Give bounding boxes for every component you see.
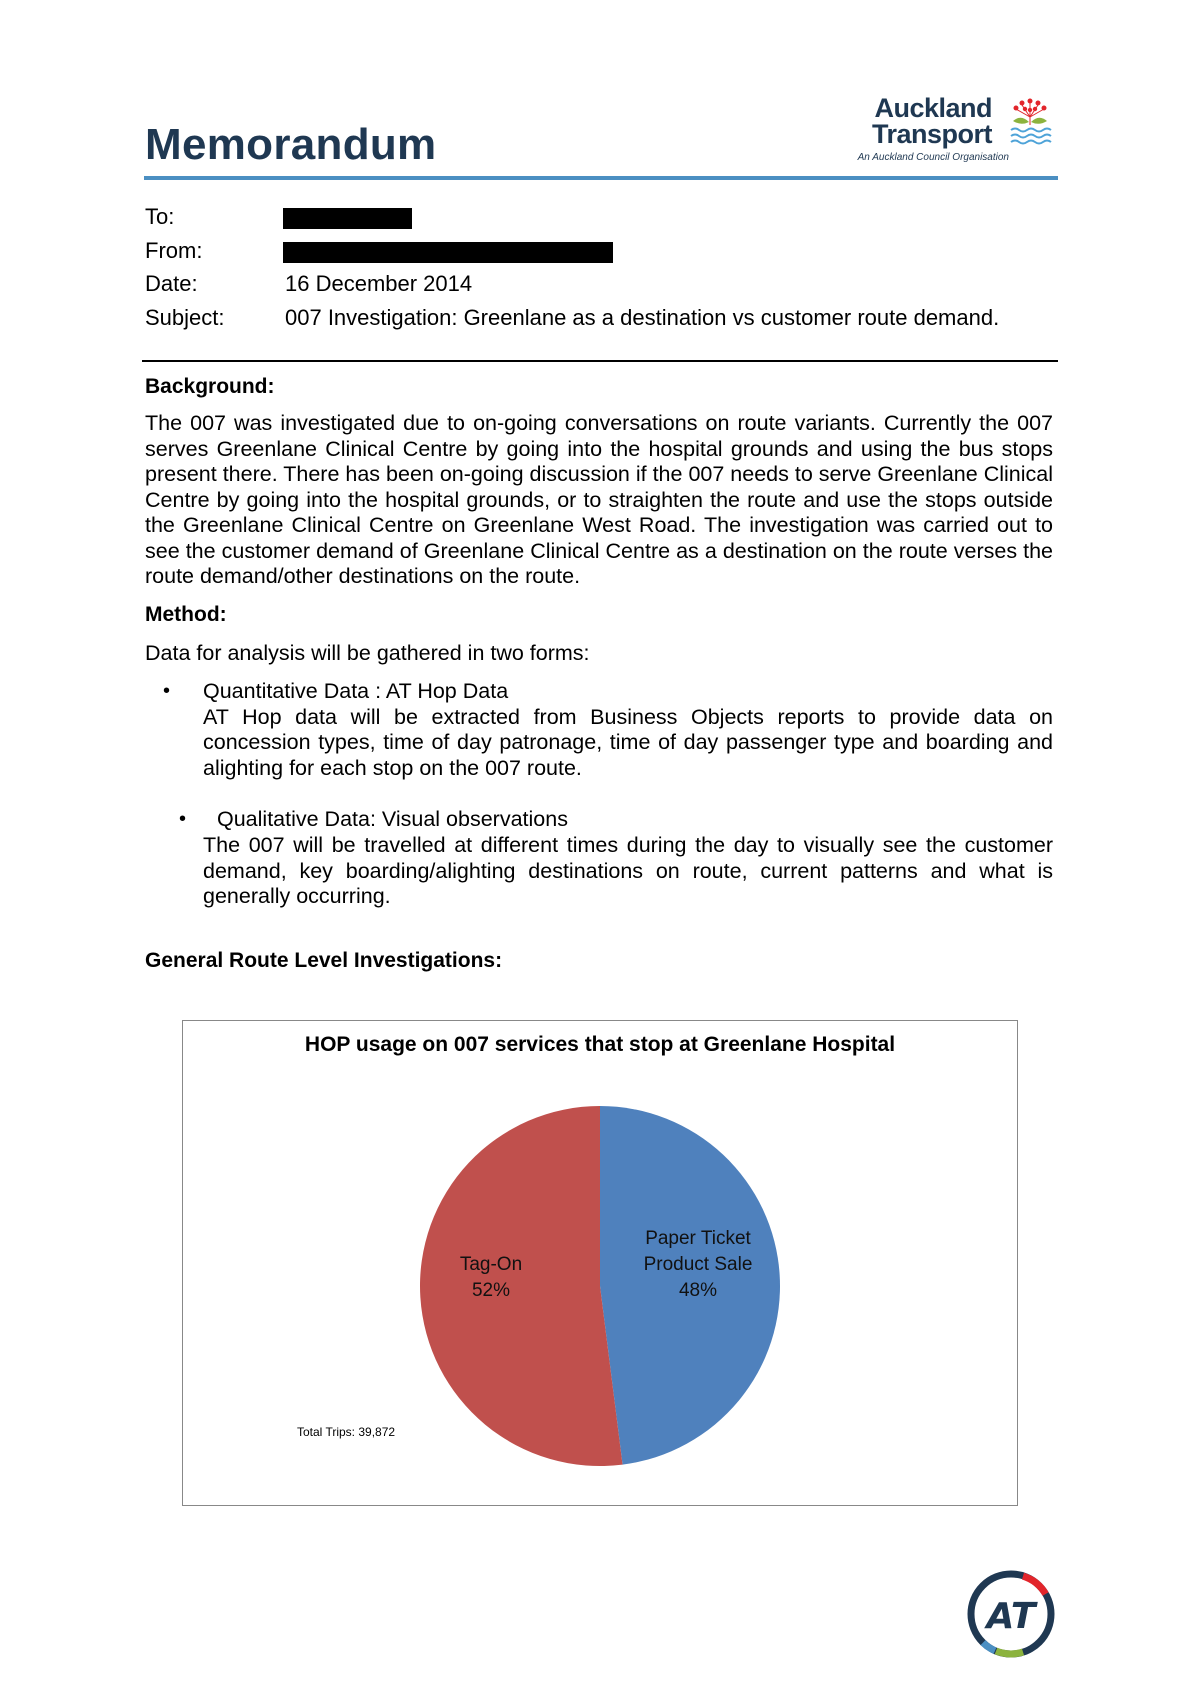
slice-label-line: Product Sale bbox=[643, 1254, 753, 1275]
at-roundel-icon bbox=[965, 1568, 1057, 1660]
method-item-2-text: The 007 will be travelled at different times during the day to visually see the customer demand, key boarding/alighting destinations on route, current patterns and what is generally occurring. bbox=[203, 833, 1053, 908]
slice-label-paper-ticket-name bbox=[608, 1226, 788, 1278]
investigations-heading: General Route Level Investigations: bbox=[145, 949, 503, 972]
method-item-1 bbox=[203, 679, 1053, 781]
slice-label-tag-on bbox=[431, 1252, 551, 1304]
to-redaction bbox=[283, 208, 412, 229]
from-redaction bbox=[283, 242, 613, 263]
method-heading: Method: bbox=[145, 603, 227, 626]
subject-value: 007 Investigation: Greenlane as a destination vs customer route demand. bbox=[285, 305, 1000, 330]
method-item-2-title: Qualitative Data: Visual observations bbox=[217, 807, 568, 831]
title-divider bbox=[144, 176, 1058, 180]
method-item-1-text: AT Hop data will be extracted from Business Objects reports to provide data on concession types, time of day patronage, time of day passenger type and boarding and alighting for each stop on the 007 route. bbox=[203, 704, 1053, 780]
at-logo-text: AT bbox=[986, 1596, 1036, 1637]
header-divider bbox=[142, 360, 1058, 362]
slice-label-tag-on-name: Tag-On bbox=[459, 1254, 523, 1275]
pie-chart bbox=[182, 1020, 1018, 1506]
auckland-transport-logo-text bbox=[872, 95, 992, 147]
bullet-1: • bbox=[163, 680, 171, 702]
slice-label-paper-ticket-percent: 48% bbox=[678, 1280, 718, 1301]
slice-label-tag-on-percent: 52% bbox=[471, 1280, 511, 1301]
background-heading: Background: bbox=[145, 375, 275, 398]
logo-tagline: An Auckland Council Organisation bbox=[857, 152, 1009, 163]
from-label: From: bbox=[145, 238, 203, 263]
to-label: To: bbox=[145, 204, 175, 229]
background-paragraph: The 007 was investigated due to on-going conversations on route variants. Currently the 007 serves Greenlane Clinical Centre by going into the hospital grounds and using the bus stops present there. There has been on-going discussion if the 007 needs to serve Greenlane Clinical Centre by going into the hospital grounds, or to straighten the route and use the stops outside the Greenlane Clinical Centre on Greenlane West Road. The investigation was carried out to see the customer demand of Greenlane Clinical Centre as a destination on the route verses the route demand/other destinations on the route. bbox=[145, 411, 1053, 588]
slice-label-line: Paper Ticket bbox=[645, 1228, 751, 1249]
bullet-2: • bbox=[179, 808, 187, 830]
method-item-1-title: Quantitative Data : AT Hop Data bbox=[203, 679, 509, 703]
total-trips-annotation: Total Trips: 39,872 bbox=[297, 1425, 396, 1439]
slice-label-paper-ticket bbox=[608, 1226, 788, 1304]
method-intro: Data for analysis will be gathered in two forms: bbox=[145, 641, 590, 665]
date-label: Date: bbox=[145, 271, 198, 296]
pohutukawa-flower-waves-icon bbox=[1005, 97, 1055, 147]
date-value: 16 December 2014 bbox=[285, 271, 473, 296]
subject-label: Subject: bbox=[145, 305, 225, 330]
chart-title: HOP usage on 007 services that stop at Greenlane Hospital bbox=[304, 1033, 896, 1056]
logo-line-1: Auckland bbox=[874, 93, 992, 123]
memo-title: Memorandum bbox=[145, 120, 437, 169]
logo-line-2: Transport bbox=[871, 119, 992, 149]
